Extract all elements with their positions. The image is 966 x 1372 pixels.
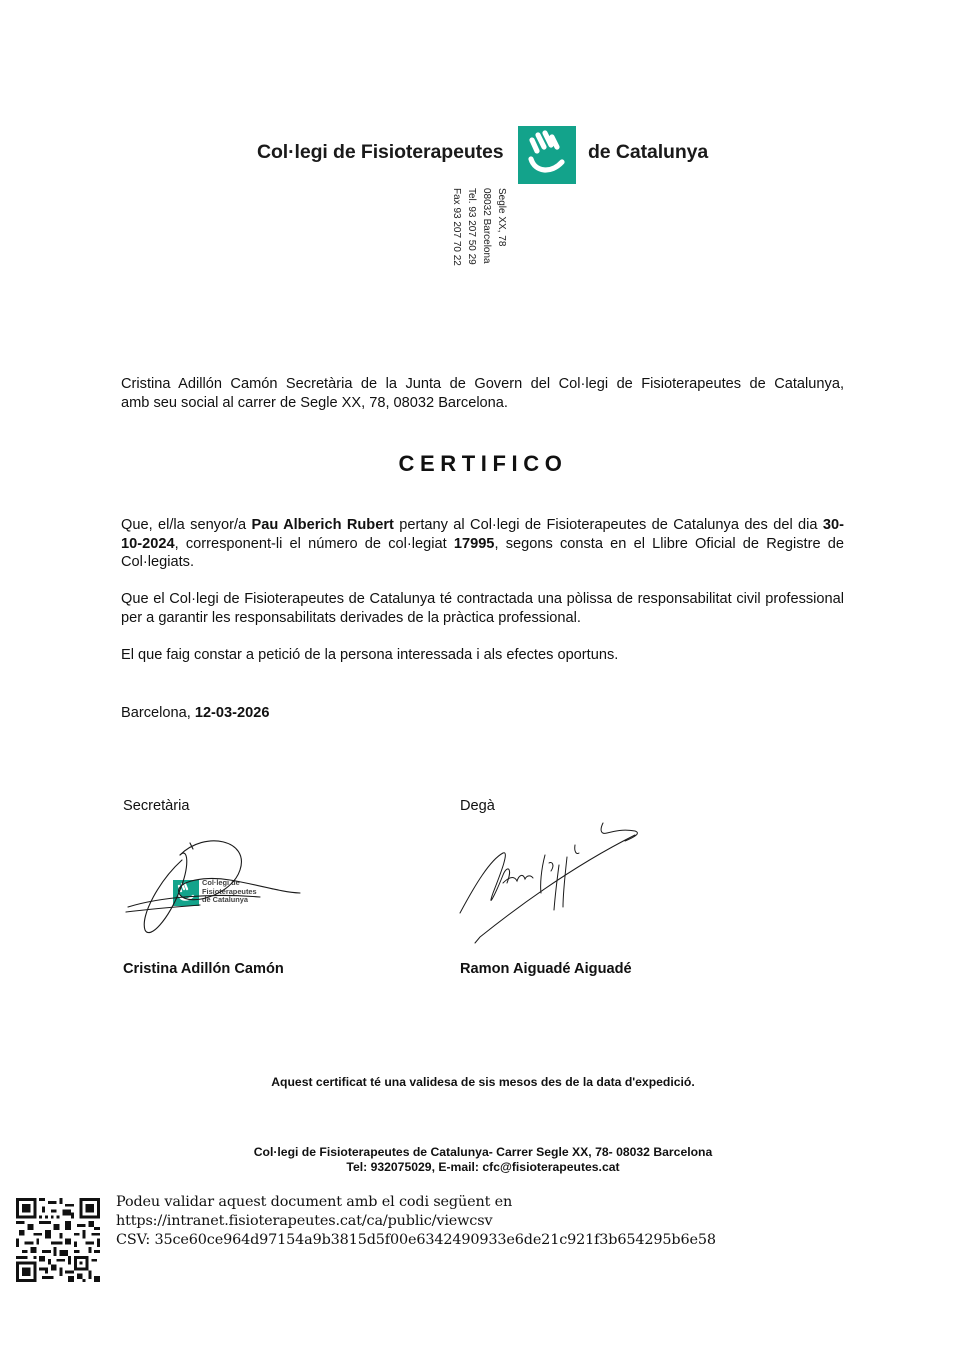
member-since-date: 30-10-2024	[121, 517, 845, 552]
validity-note: Aquest certificat té una validesa de sis mesos des de la data d'expedició.	[271, 1075, 695, 1089]
text: Que, el/la senyor/a	[121, 517, 252, 533]
address-line: Segle XX, 78	[496, 188, 507, 247]
verification-block	[116, 1193, 716, 1250]
csv-code	[116, 1231, 716, 1250]
stamp-line: Fisioterapeutes	[202, 886, 257, 896]
csv-label: CSV:	[116, 1232, 155, 1248]
csv-value: 35ce60ce964d97154a9b3815d5f00e6342490933e6de21c921f3b654295b6e58	[154, 1232, 716, 1248]
place-date	[121, 705, 269, 721]
text: pertany al Col·legi de Fisioterapeutes de Catalunya des del dia	[393, 517, 823, 533]
verification-url-link[interactable]: https://intranet.fisioterapeutes.cat/ca/public/viewcsv	[116, 1213, 493, 1229]
intro-line-2: amb seu social al carrer de Segle XX, 78, 08032 Barcelona.	[121, 394, 508, 411]
issue-date: 12-03-2026	[194, 705, 270, 721]
membership-paragraph	[121, 516, 844, 572]
footer-contact: Tel: 932075029, E-mail: cfc@fisioterapeutes.cat	[346, 1160, 620, 1174]
footer-address: Col·legi de Fisioterapeutes de Catalunya- Carrer Segle XX, 78- 08032 Barcelona	[253, 1145, 713, 1159]
stamp-line: de Catalunya	[202, 895, 249, 905]
signature-dean-icon	[455, 815, 650, 945]
header-address	[447, 188, 517, 283]
closing-paragraph: El que faig constar a petició de la persona interessada i als efectes oportuns.	[121, 647, 619, 663]
org-name-right: de Catalunya	[588, 141, 709, 163]
text: , segons consta en el Llibre Oficial de Registre de Col·legiats.	[121, 535, 845, 571]
text: , corresponent-li el número de col·legiat	[174, 535, 454, 552]
intro-paragraph	[121, 375, 844, 412]
waving-hand-icon	[518, 126, 576, 184]
verification-instruction: Podeu validar aquest document amb el codi següent en	[116, 1194, 513, 1210]
document-title: CERTIFICO	[398, 451, 568, 476]
org-name-left: Col·legi de Fisioterapeutes	[257, 141, 504, 163]
signature-secretary-icon	[120, 835, 310, 940]
address-line: Tel. 93 207 50 29	[466, 188, 477, 265]
signature-name-left: Cristina Adillón Camón	[123, 961, 284, 977]
insurance-paragraph: Que el Col·legi de Fisioterapeutes de Catalunya té contractada una pòlissa de responsabilitat civil professional per a garantir les responsabilitats derivades de la pràctica professional.	[121, 591, 844, 626]
stamp-line: Col·legi de	[202, 878, 240, 887]
intro-line-1: Cristina Adillón Camón Secretària de la Junta de Govern del Col·legi de Fisioterapeutes de Catalunya,	[121, 376, 844, 392]
signature-name-right: Ramon Aiguadé Aiguadé	[460, 961, 632, 977]
address-line: Fax 93 207 70 22	[451, 188, 462, 266]
member-number: 17995	[453, 535, 495, 552]
signature-role-left: Secretària	[123, 798, 190, 814]
footer	[0, 1145, 966, 1175]
address-line: 08032 Barcelona	[481, 188, 492, 264]
signature-role-right: Degà	[460, 798, 495, 814]
place: Barcelona,	[121, 705, 195, 721]
qr-code-icon[interactable]	[16, 1198, 100, 1282]
member-name: Pau Alberich Rubert	[251, 517, 394, 533]
